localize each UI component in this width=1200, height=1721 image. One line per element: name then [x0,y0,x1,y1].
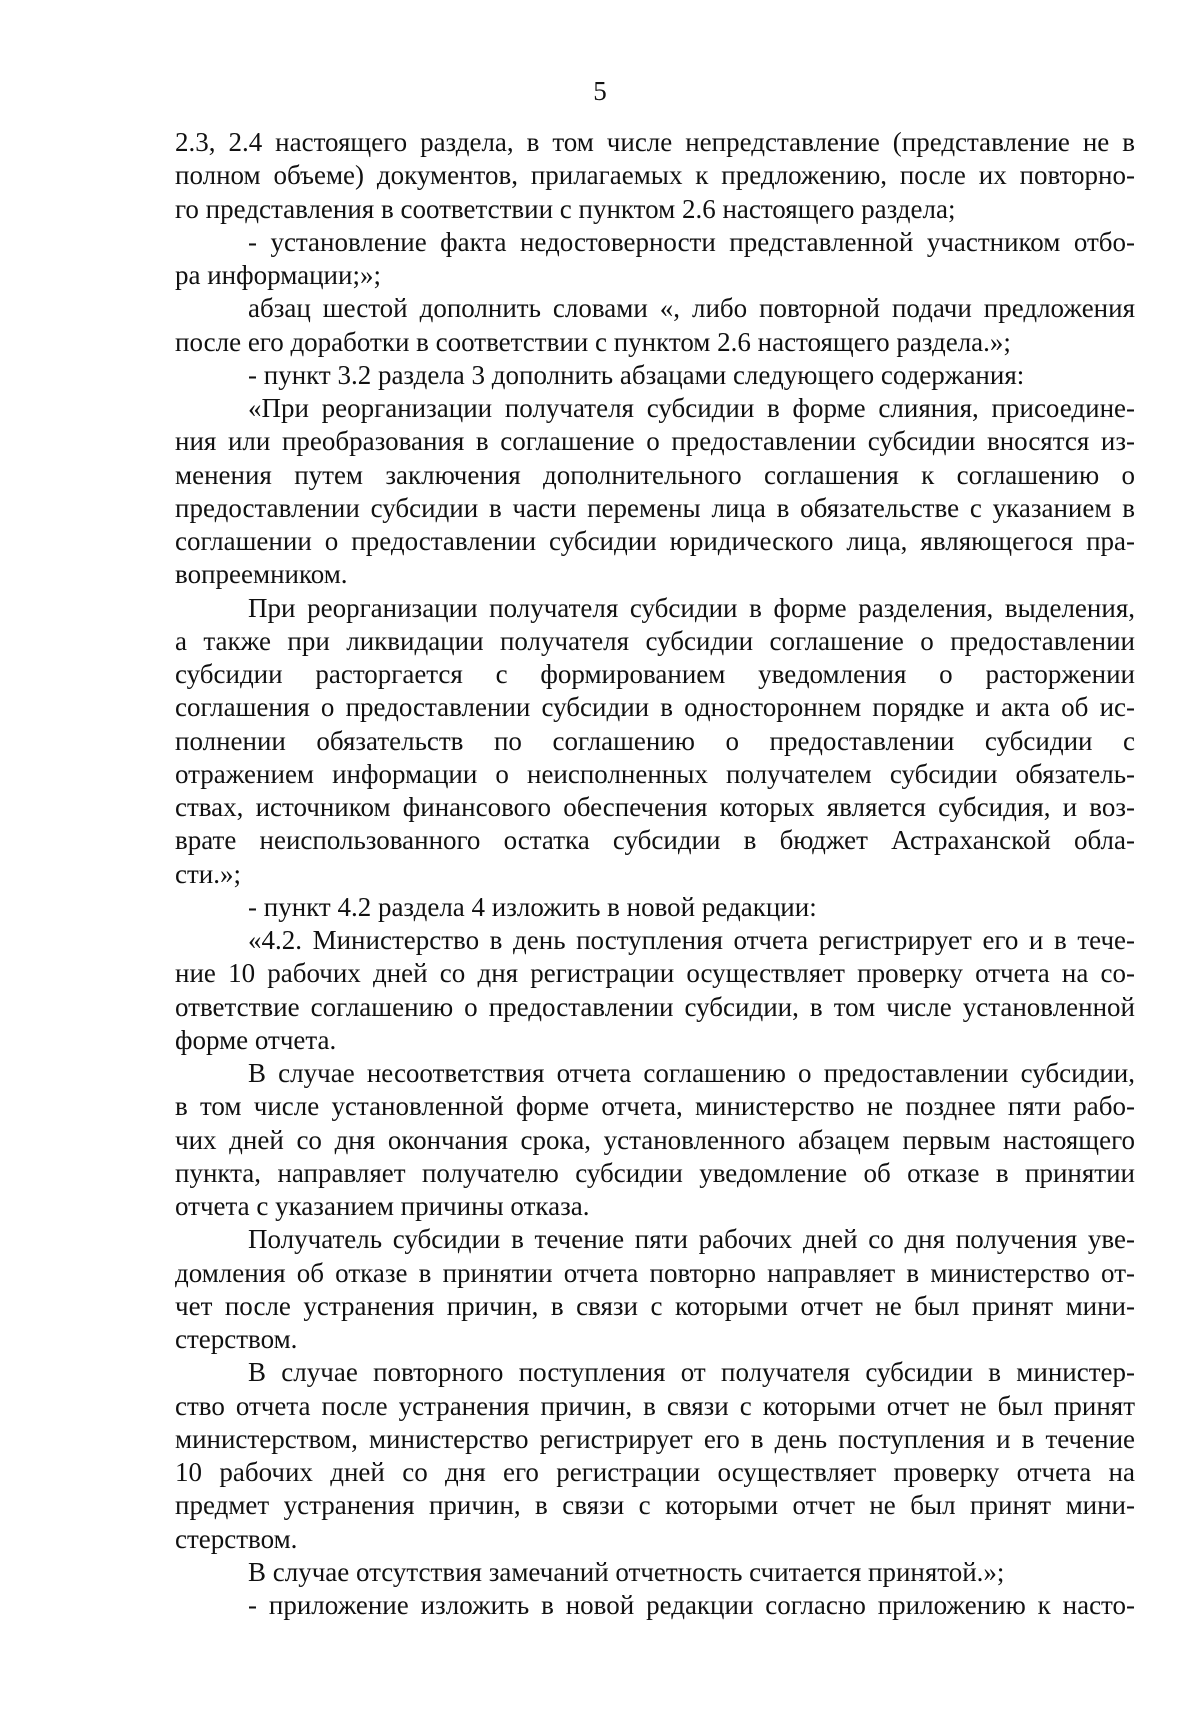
text-line: В случае несоответствия отчета соглашению о предоставлении субсидии, [248,1058,1135,1088]
text-line: полнении обязательств по соглашению о предоставлении субсидии с [175,725,1135,756]
text-line: пункта, направляет получателю субсидии уведомление об отказе в принятии [175,1157,1135,1188]
text-line: отчета с указанием причины отказа. [175,1191,590,1221]
text-line: ствах, источником финансового обеспечения которых является субсидия, и воз- [175,792,1135,822]
text-line: форме отчета. [175,1024,337,1055]
text-line: 10 рабочих дней со дня его регистрации осуществляет проверку отчета на [175,1457,1135,1487]
text-line: «При реорганизации получателя субсидии в форме слияния, присоедине- [248,393,1135,423]
text-line: соглашении о предоставлении субсидии юридического лица, являющегося пра- [175,526,1135,556]
text-line: го представления в соответствии с пунктом 2.6 настоящего раздела; [175,193,956,224]
text-line: В случае отсутствия замечаний отчетность считается принятой.»; [248,1556,1005,1587]
text-line: - установление факта недостоверности представленной участником отбо- [248,226,1135,257]
text-line: - пункт 4.2 раздела 4 изложить в новой редакции: [248,891,817,922]
text-line: соглашения о предоставлении субсидии в одностороннем порядке и акта об ис- [175,692,1135,723]
text-line: в том числе установленной форме отчета, министерство не позднее пяти рабо- [175,1091,1135,1122]
text-line: полном объеме) документов, прилагаемых к предложению, после их повторно- [175,160,1135,191]
text-line: вопреемником. [175,559,348,590]
text-line: после его доработки в соответствии с пунктом 2.6 настоящего раздела.»; [175,326,1011,357]
text-line: В случае повторного поступления от получателя субсидии в министер- [248,1357,1135,1388]
text-line: врате неиспользованного остатка субсидии в бюджет Астраханской обла- [175,825,1135,856]
text-line: ство отчета после устранения причин, в связи с которыми отчет не был принят [175,1390,1135,1421]
text-line: а также при ликвидации получателя субсидии соглашение о предоставлении [175,625,1135,656]
text-line: Получатель субсидии в течение пяти рабочих дней со дня получения уве- [248,1224,1135,1255]
text-line: чих дней со дня окончания срока, установленного абзацем первым настоящего [175,1124,1135,1155]
text-line: стерством. [175,1523,298,1554]
text-line: - приложение изложить в новой редакции согласно приложению к насто- [248,1590,1135,1620]
text-line: министерством, министерство регистрирует его в день поступления и в течение [175,1423,1135,1454]
text-line: ра информации;»; [175,260,381,290]
text-line: «4.2. Министерство в день поступления отчета регистрирует его и в тече- [248,925,1135,955]
document-body [175,126,1135,1622]
text-line: ние 10 рабочих дней со дня регистрации осуществляет проверку отчета на со- [175,958,1135,989]
text-line: чет после устранения причин, в связи с которыми отчет не был принят мини- [175,1290,1135,1321]
text-line: менения путем заключения дополнительного соглашения к соглашению о [175,459,1135,490]
text-line: При реорганизации получателя субсидии в форме разделения, выделения, [248,592,1135,623]
text-line: - пункт 3.2 раздела 3 дополнить абзацами следующего содержания: [248,359,1025,390]
text-line: стерством. [175,1324,298,1354]
text-line: субсидии расторгается с формированием уведомления о расторжении [175,659,1135,689]
text-line: отражением информации о неисполненных получателем субсидии обязатель- [175,758,1135,789]
text-line: абзац шестой дополнить словами «, либо повторной подачи предложения [248,293,1135,324]
text-line: домления об отказе в принятии отчета повторно направляет в министерство от- [175,1257,1135,1288]
text-line: сти.»; [175,858,241,889]
page-number: 5 [593,76,607,106]
text-line: ния или преобразования в соглашение о предоставлении субсидии вносятся из- [175,426,1135,457]
text-line: предмет устранения причин, в связи с которыми отчет не был принят мини- [175,1490,1135,1521]
text-line: ответствие соглашению о предоставлении субсидии, в том числе установленной [175,991,1135,1022]
text-line: 2.3, 2.4 настоящего раздела, в том числе непредставление (представление не в [175,127,1135,157]
text-line: предоставлении субсидии в части перемены лица в обязательстве с указанием в [175,492,1135,523]
